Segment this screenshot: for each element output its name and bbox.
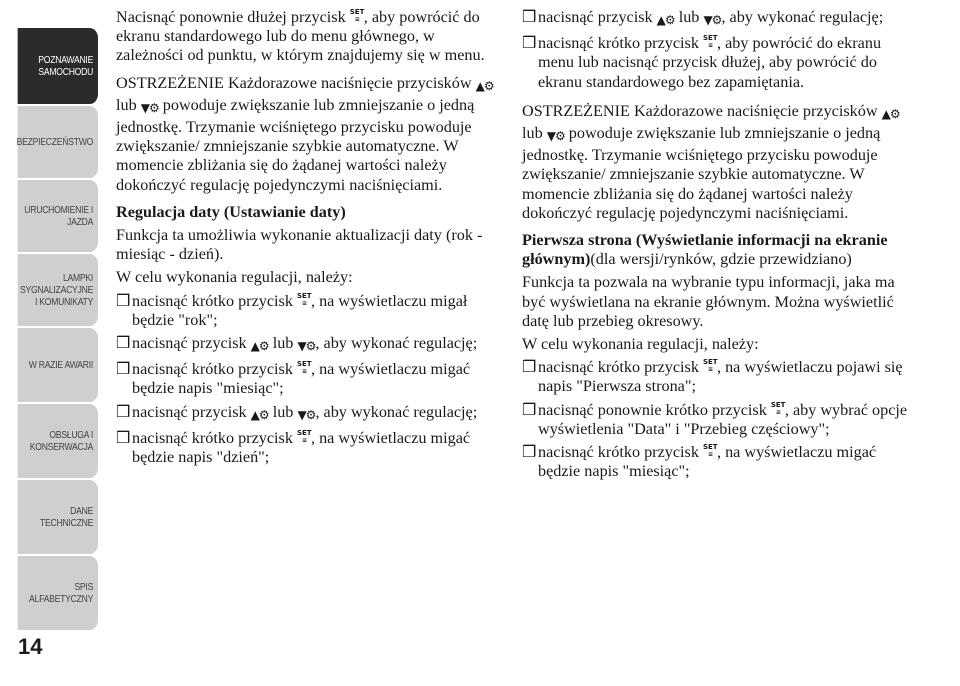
checkbox-bullet-icon: ❒ <box>116 402 131 421</box>
checkbox-bullet-icon: ❒ <box>522 34 537 53</box>
tab-lampki-sygnalizacyjne[interactable]: LAMPKI SYGNALIZACYJNE I KOMUNIKATY <box>18 254 98 326</box>
tab-w-razie-awarii[interactable]: W RAZIE AWARII <box>18 328 98 402</box>
down-button-icon: ▼⚙ <box>703 13 722 27</box>
paragraph-date-function: Funkcja ta umożliwia wykonanie aktualizacji daty (rok - miesiąc - dzień). <box>116 226 483 264</box>
checkbox-bullet-icon: ❒ <box>116 291 131 310</box>
up-button-icon: ▲⚙ <box>250 339 269 354</box>
warning-paragraph: OSTRZEŻENIE Każdorazowe naciśnięcie przycisków ▲⚙ lub ▼⚙ powoduje zwiększanie lub zmniejszanie o jedną jednostkę. Trzymanie wciśniętego przycisku powoduje zwiększanie/ zmniejszanie szybkie automatyczne. W momencie zbliżania się do żądanej wartości należy dokończyć regulację pojedynczymi naciśnięciami. <box>116 73 494 194</box>
list-item: ❒ nacisnąć krótko przycisk SET ≡ , na wyświetlaczu pojawi się napis "Pierwsza strona"; <box>522 358 903 396</box>
list-item: ❒ nacisnąć przycisk ▲⚙ lub ▼⚙, aby wykonać regulację; <box>116 334 496 356</box>
down-button-icon: ▼⚙ <box>546 129 565 144</box>
set-button-icon: SET ≡ <box>770 400 786 416</box>
tab-obsluga-i-konserwacja[interactable]: OBSŁUGA I KONSERWACJA <box>18 404 98 478</box>
checkbox-bullet-icon: ❒ <box>522 8 537 26</box>
checkbox-bullet-icon: ❒ <box>116 428 131 447</box>
paragraph-instructions: W celu wykonania regulacji, należy: <box>522 335 759 354</box>
set-button-icon: SET ≡ <box>296 291 312 307</box>
list-item: ❒ nacisnąć krótko przycisk SET ≡ , aby powrócić do ekranu menu lub nacisnąć przycisk dłużej, aby powrócić do ekranu standardowego bez zapamiętania. <box>522 34 882 91</box>
set-button-icon: SET ≡ <box>296 428 312 444</box>
list-item: ❒ nacisnąć krótko przycisk SET ≡ , na wyświetlaczu migać będzie napis "miesiąc"; <box>116 360 471 398</box>
checkbox-bullet-icon: ❒ <box>116 360 131 379</box>
set-button-icon: SET ≡ <box>296 360 312 376</box>
tab-bezpieczenstwo[interactable]: BEZPIECZEŃSTWO <box>18 106 98 178</box>
set-button-icon: SET ≡ <box>349 8 365 23</box>
left-column <box>116 8 496 471</box>
list-item: ❒ nacisnąć przycisk ▲⚙ lub ▼⚙, aby wykonać regulację; <box>116 403 496 425</box>
page-number: 14 <box>18 634 43 659</box>
section-heading-date: Regulacja daty (Ustawianie daty) <box>116 202 346 221</box>
down-button-icon: ▼⚙ <box>297 339 316 354</box>
checkbox-bullet-icon: ❒ <box>522 358 537 377</box>
checkbox-bullet-icon: ❒ <box>522 400 537 419</box>
tab-spis-alfabetyczny[interactable]: SPIS ALFABETYCZNY <box>18 556 98 630</box>
up-button-icon: ▲⚙ <box>250 407 269 422</box>
list-item: ❒ nacisnąć krótko przycisk SET ≡ , na wyświetlaczu migać będzie napis "dzień"; <box>116 428 471 467</box>
tab-poznawanie-samochodu[interactable]: POZNAWANIE SAMOCHODU <box>18 28 98 104</box>
up-button-icon: ▲⚙ <box>656 13 675 27</box>
set-button-icon: SET ≡ <box>702 358 718 374</box>
up-button-icon: ▲⚙ <box>475 78 494 93</box>
up-button-icon: ▲⚙ <box>881 106 900 121</box>
tab-uruchomienie-i-jazda[interactable]: URUCHOMIENIE I JAZDA <box>18 180 98 252</box>
paragraph-return: Nacisnąć ponownie dłużej przycisk SET ≡ , aby powrócić do ekranu standardowego lub do menu głównego, w zależności od punktu, w którym znajdujemy się w menu. <box>116 8 485 65</box>
paragraph-instructions: W celu wykonania regulacji, należy: <box>116 268 353 287</box>
checkbox-bullet-icon: ❒ <box>116 334 131 353</box>
section-heading-first-page: Pierwsza strona (Wyświetlanie informacji na ekranie głównym)(dla wersji/rynków, gdzie przewidziano) <box>522 231 888 269</box>
down-button-icon: ▼⚙ <box>140 100 159 115</box>
set-button-icon: SET ≡ <box>702 34 718 50</box>
chapter-sidebar <box>0 0 100 686</box>
warning-paragraph: OSTRZEŻENIE Każdorazowe naciśnięcie przycisków ▲⚙ lub ▼⚙ powoduje zwiększanie lub zmniejszanie o jedną jednostkę. Trzymanie wciśniętego przycisku powoduje zwiększanie/ zmniejszanie szybkie automatyczne. W momencie zbliżania się do żądanej wartości należy dokończyć regulację pojedynczymi naciśnięciami. <box>522 101 900 222</box>
list-item: ❒ nacisnąć krótko przycisk SET ≡ , na wyświetlaczu migał będzie "rok"; <box>116 291 468 329</box>
tab-dane-techniczne[interactable]: DANE TECHNICZNE <box>18 480 98 554</box>
list-item: ❒ nacisnąć przycisk ▲⚙ lub ▼⚙, aby wykonać regulację; <box>522 8 910 30</box>
list-item: ❒ nacisnąć krótko przycisk SET ≡ , na wyświetlaczu migać będzie napis "miesiąc"; <box>522 443 877 481</box>
checkbox-bullet-icon: ❒ <box>522 443 537 462</box>
paragraph-first-page-function: Funkcja ta pozwala na wybranie typu informacji, jaka ma być wyświetlana na ekranie głównym. Można wyświetlić datę lub przebieg okresowy. <box>522 273 895 330</box>
right-column <box>522 8 910 485</box>
down-button-icon: ▼⚙ <box>297 407 316 422</box>
list-item: ❒ nacisnąć ponownie krótko przycisk SET ≡ , aby wybrać opcje wyświetlenia "Data" i "Przebieg częściowy"; <box>522 400 908 438</box>
set-button-icon: SET ≡ <box>702 443 718 459</box>
